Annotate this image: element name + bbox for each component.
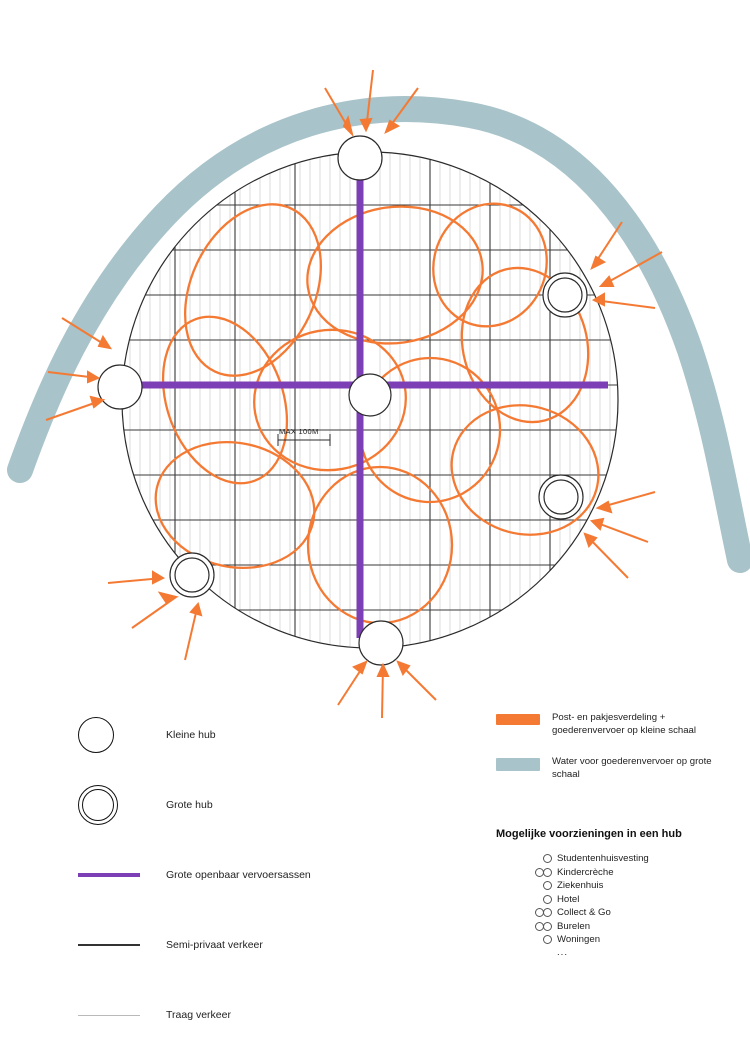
facility-more: ... [557,946,568,958]
legend-item-parcel-delivery [496,712,736,738]
facility-label: Kindercrèche [557,866,614,878]
legend-item-small-hub [78,700,408,770]
small-hub-south[interactable] [359,621,403,665]
facility-label: Woningen [557,934,601,946]
facilities-title: Mogelijke voorzieningen in een hub [496,828,682,840]
facility-bullets [496,922,552,931]
large-hub-icon [78,785,158,825]
facility-bullets [496,908,552,917]
small-hub-icon [78,717,158,753]
dark-line-icon [78,944,158,945]
large-hub-southeast[interactable] [539,475,583,519]
legend-right [496,712,736,800]
legend-item-slow-traffic [78,980,408,1050]
circle-icon [543,922,552,931]
legend-item-semi-private [78,910,408,980]
legend-label-large-hub: Grote hub [166,799,213,811]
facility-label: Studentenhuisvesting [557,853,649,865]
facility-label: Burelen [557,920,591,932]
large-hub-northeast[interactable] [543,273,587,317]
facilities-panel [496,828,746,958]
facility-item [496,933,746,947]
circle-icon [543,908,552,917]
small-hub-west[interactable] [98,365,142,409]
max-distance-label: MAX 100M [279,427,319,436]
legend-label-slow-traffic: Traag verkeer [166,1009,231,1021]
facility-item [496,866,746,880]
legend-label-water-transport: Water voor goederenvervoer op grote schaal [552,755,712,780]
facility-label: Collect & Go [557,907,611,919]
facility-bullets [496,881,552,890]
circle-icon [543,868,552,877]
circle-icon [543,895,552,904]
legend-label-transport-axis: Grote openbaar vervoersassen [166,869,311,881]
facility-bullets [496,935,552,944]
facility-bullets [496,854,552,863]
facility-label: Ziekenhuis [557,880,604,892]
orange-swatch-icon [496,714,540,725]
legend-label-parcel-delivery: Post- en pakjesverdeling + goederenvervoer op kleine schaal [552,712,696,736]
legend-label-semi-private: Semi-privaat verkeer [166,939,263,951]
purple-line-icon [78,873,158,877]
facility-bullets [496,868,552,877]
legend-item-transport-axis [78,840,408,910]
small-hub-center[interactable] [349,374,391,416]
thin-line-icon [78,1015,158,1016]
facility-label: Hotel [557,893,580,905]
circle-icon [543,935,552,944]
small-hub-north[interactable] [338,136,382,180]
large-hub-southwest[interactable] [170,553,214,597]
legend-item-large-hub [78,770,408,840]
facility-item [496,920,746,934]
legend-label-small-hub: Kleine hub [166,729,216,741]
water-swatch-icon [496,758,540,771]
facility-item [496,906,746,920]
facility-item [496,879,746,893]
circle-icon [543,854,552,863]
legend-left [78,700,408,1050]
facility-item [496,852,746,866]
facility-bullets [496,895,552,904]
circle-icon [543,881,552,890]
legend-item-water-transport [496,756,736,782]
facility-item [496,893,746,907]
